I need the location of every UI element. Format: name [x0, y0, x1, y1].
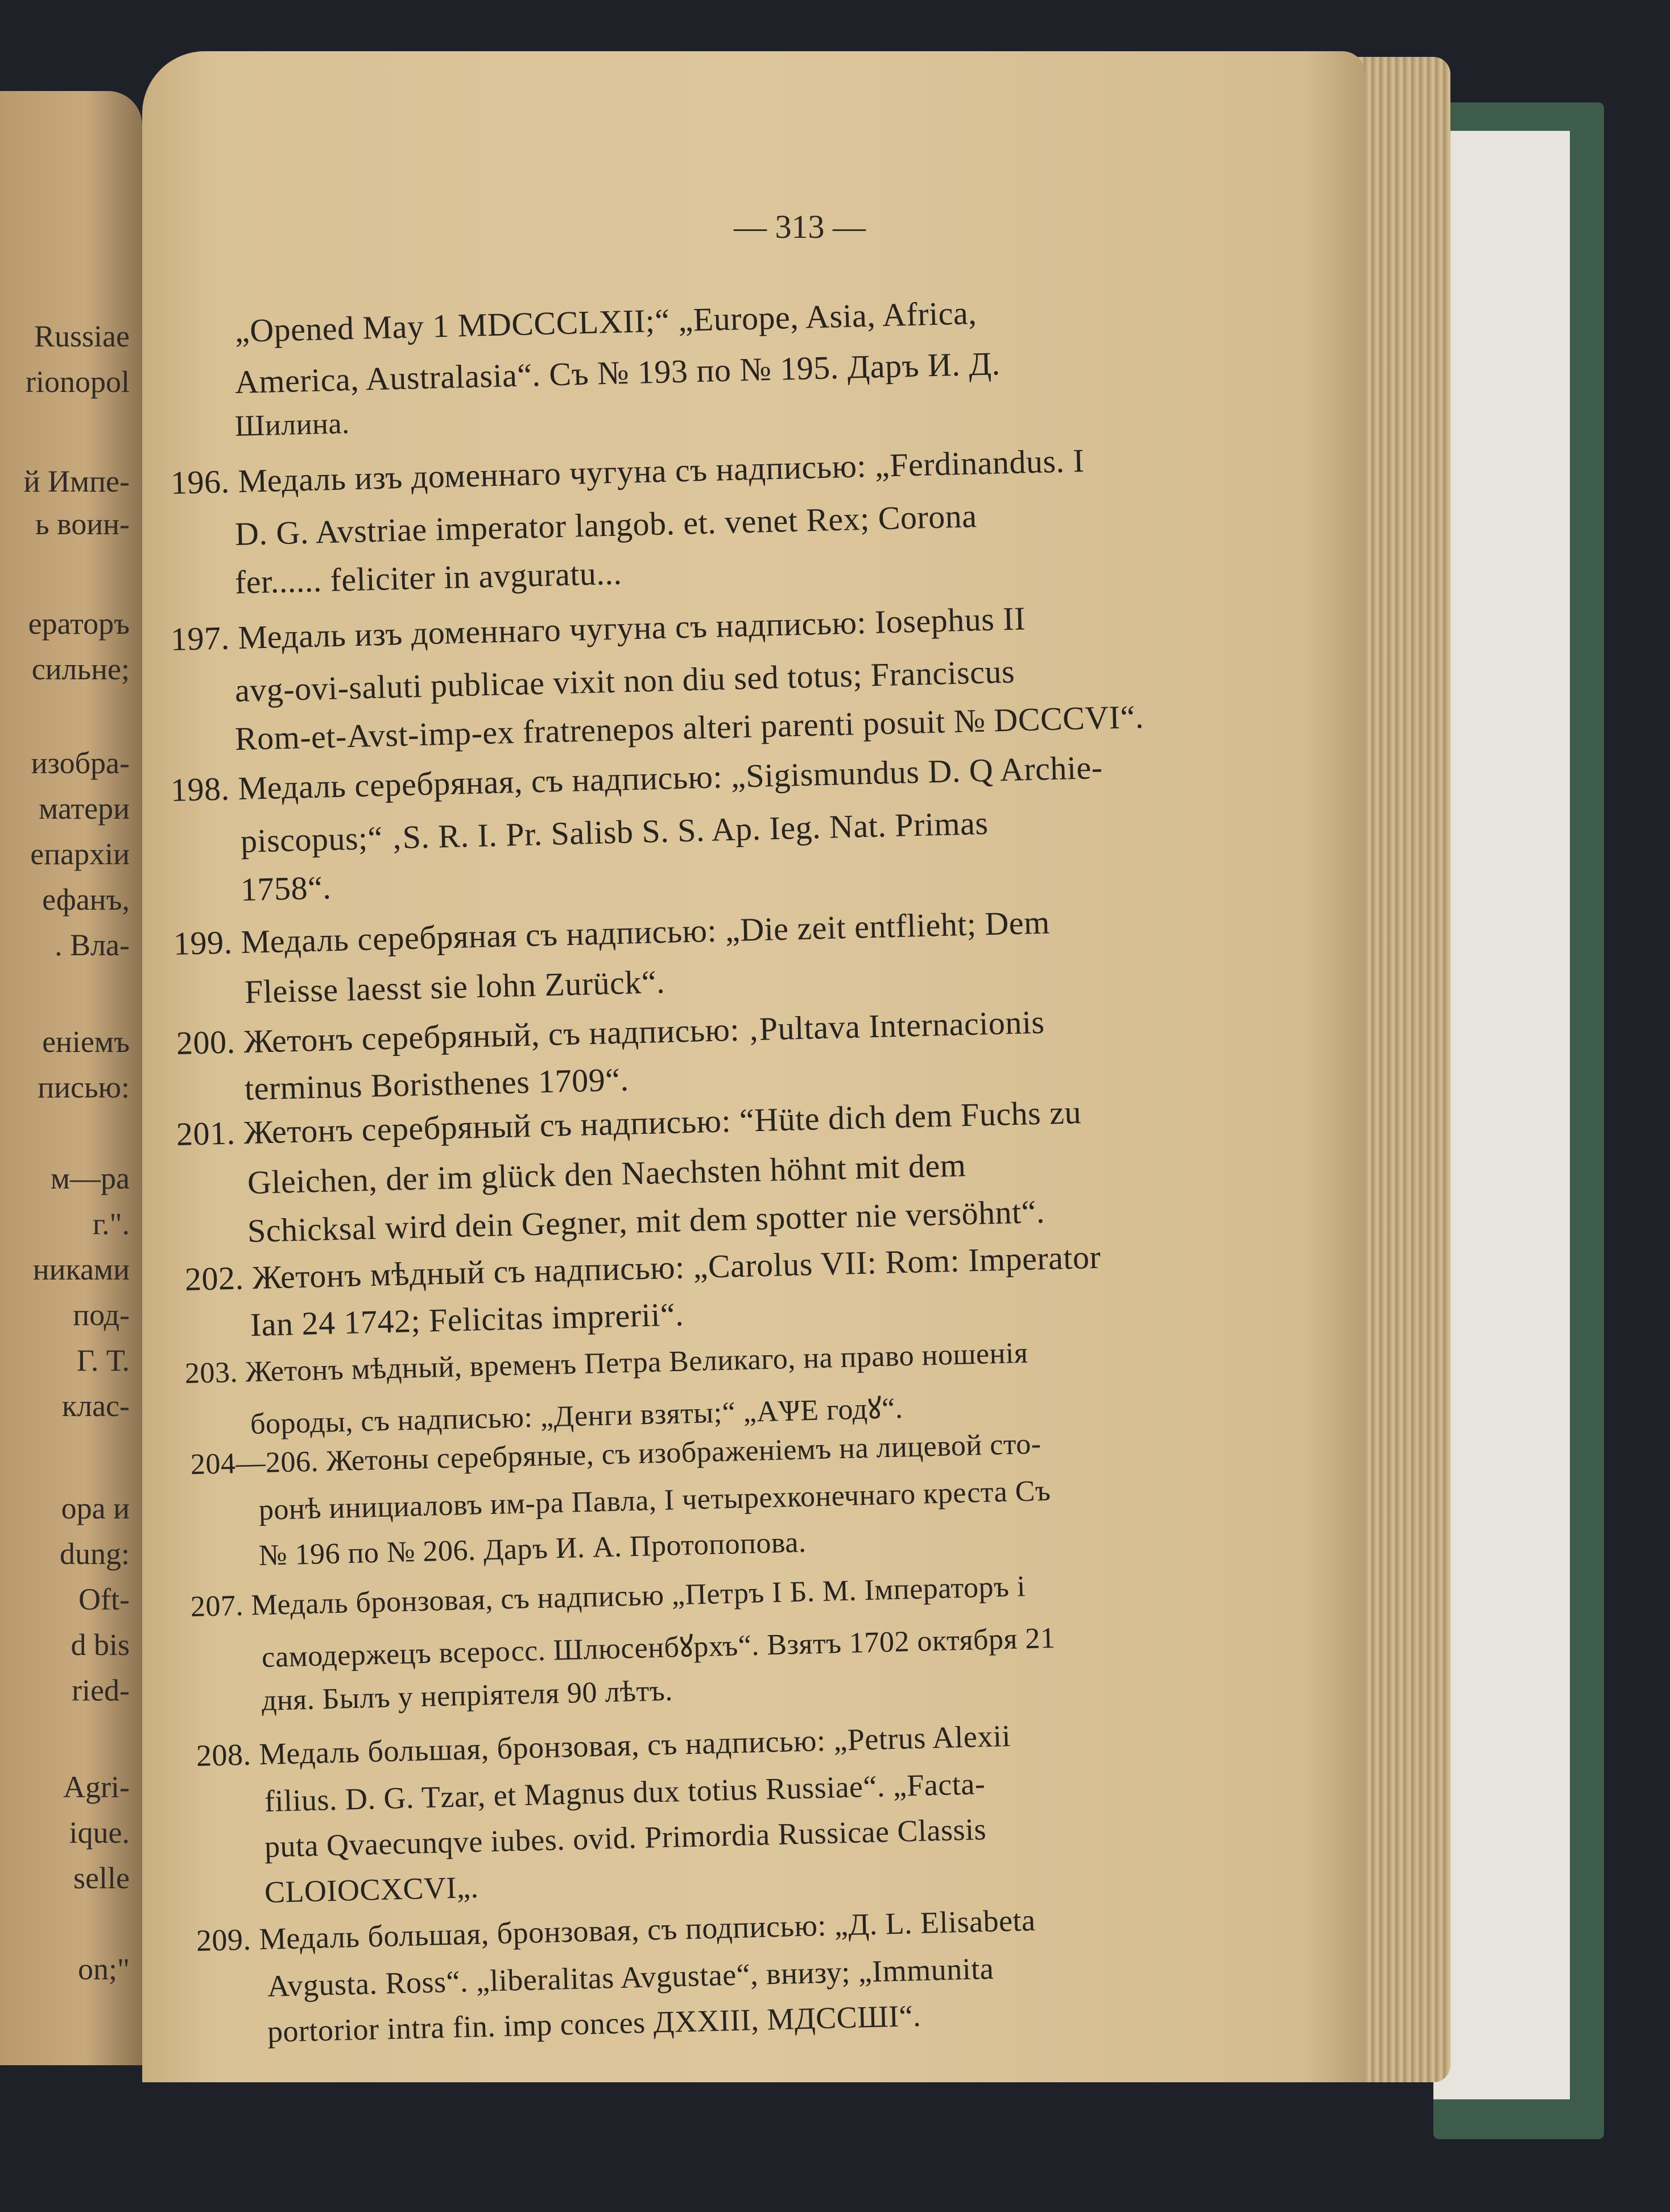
- left-fragment: г.".: [92, 1207, 130, 1241]
- paper-insert: [1433, 131, 1570, 2099]
- left-fragment: сильне;: [31, 652, 130, 686]
- left-fragment: м—ра: [50, 1161, 130, 1195]
- left-fragment: ераторъ: [28, 606, 130, 641]
- left-fragment: rionopol: [26, 365, 130, 399]
- left-fragment: ique.: [69, 1815, 130, 1850]
- text-line: D. G. Avstriae imperator langob. et. venet Rex; Corona: [234, 497, 978, 552]
- text-line: Avgusta. Ross“. „liberalitas Avgustae“, внизу; „Immunita: [267, 1951, 994, 2003]
- text-line: terminus Boristhenes 1709“.: [244, 1060, 630, 1107]
- left-fragment: Agri-: [63, 1770, 130, 1804]
- text-line: 201. Жетонъ серебряный съ надписью: “Hüte dich dem Fuchs zu: [176, 1093, 1082, 1153]
- page-number: — 313 —: [734, 208, 866, 245]
- text-line: „Opened May 1 MDCCCLXII;“ „Europe, Asia, Africa,: [234, 294, 977, 349]
- text-line: 203. Жетонъ мѣдный, временъ Петра Великаго, на право ношенія: [184, 1336, 1028, 1390]
- text-line: Gleichen, der im glück den Naechsten höhnt mit dem: [247, 1146, 967, 1201]
- text-line: 207. Медаль бронзовая, съ надписью „Петръ I Б. М. Імператоръ і: [190, 1570, 1026, 1623]
- text-line: portorior intra fin. imp conces ДХХIII, МДССШІ“.: [267, 1998, 921, 2049]
- left-fragment: on;": [77, 1952, 130, 1986]
- text-line: 208. Медаль большая, бронзовая, съ надписью: „Petrus Alexii: [196, 1719, 1011, 1773]
- text-line: № 196 по № 206. Даръ И. А. Протопопова.: [258, 1526, 807, 1572]
- left-fragment: . Вла-: [55, 928, 130, 962]
- left-fragment: матери: [39, 791, 130, 826]
- text-line: puta Qvaecunqve iubes. ovid. Primordia Russicae Classis: [264, 1811, 987, 1864]
- left-fragment: клас-: [61, 1389, 130, 1423]
- text-line: piscopus;“ ‚S. R. I. Pr. Salisb S. S. Ap. Ieg. Nat. Primas: [240, 804, 989, 860]
- left-fragment: ора и: [61, 1491, 130, 1525]
- left-fragment: Г. Т.: [76, 1343, 130, 1377]
- book-page: [142, 51, 1365, 2082]
- left-fragment: ефанъ,: [42, 882, 130, 917]
- left-fragment: епархіи: [30, 837, 130, 871]
- left-fragment: Oft-: [78, 1582, 130, 1616]
- text-line: 198. Медаль серебряная, съ надписью: „Sigismundus D. Q Archie-: [170, 748, 1103, 808]
- text-line: 204—206. Жетоны серебряные, съ изображеніемъ на лицевой сто-: [190, 1427, 1042, 1481]
- text-line: Schicksal wird dein Gegner, mit dem spotter nie versöhnt“.: [247, 1192, 1045, 1249]
- left-fragment: dung:: [59, 1537, 130, 1571]
- left-fragment: ь воин-: [35, 507, 130, 541]
- left-fragment: d bis: [71, 1628, 130, 1662]
- text-line: 197. Медаль изъ доменнаго чугуна съ надписью: Iosephus II: [170, 600, 1026, 658]
- text-line: filius. D. G. Tzar, et Magnus dux totius Russiae“. „Facta-: [264, 1767, 986, 1818]
- page-text: [142, 51, 1365, 2082]
- left-fragment: под-: [73, 1298, 130, 1332]
- text-line: Ian 24 1742; Felicitas imprerii“.: [250, 1295, 684, 1343]
- text-line: avg-ovi-saluti publicae vixit non diu sed totus; Franciscus: [234, 653, 1015, 709]
- left-fragment: ried-: [72, 1673, 130, 1707]
- text-line: CLOIOCXCVI„.: [264, 1870, 479, 1909]
- text-line: самодержецъ всеросс. Шлюсенбꙋрхъ“. Взятъ 1702 октября 21: [261, 1621, 1056, 1674]
- left-fragment: й Импе-: [23, 464, 130, 498]
- text-line: America, Australasia“. Съ № 193 по № 195. Даръ И. Д.: [234, 345, 1001, 401]
- text-line: 209. Медаль большая, бронзовая, съ подписью: „Д. L. Elisabeta: [196, 1903, 1036, 1958]
- text-line: fer...... feliciter in avguratu...: [234, 554, 623, 601]
- text-line: Rom-et-Avst-imp-ex fratrenepos alteri parenti posuit № DCCCVI“.: [234, 698, 1144, 757]
- left-fragment: изобра-: [31, 746, 130, 780]
- left-fragment: Russiae: [34, 319, 130, 353]
- text-line: 202. Жетонъ мѣдный съ надписью: „Carolus VII: Rom: Imperator: [184, 1238, 1102, 1298]
- left-fragment: selle: [73, 1861, 130, 1895]
- text-line: Шилина.: [234, 407, 350, 443]
- text-line: бороды, съ надписью: „Денги взяты;“ „АѰЕ годꙋ“.: [250, 1392, 904, 1441]
- text-line: 1758“.: [240, 869, 332, 908]
- text-line: 199. Медаль серебряная съ надписью: „Die zeit entflieht; Dem: [173, 903, 1051, 962]
- text-line: Fleisse laesst sie lohn Zurück“.: [244, 963, 665, 1010]
- text-line: 196. Медаль изъ доменнаго чугуна съ надписью: „Ferdinandus. I: [170, 441, 1085, 501]
- text-line: 200. Жетонъ серебряный, съ надписью: ‚Pultava Internacionis: [176, 1003, 1045, 1062]
- left-page-edge: [0, 91, 142, 2065]
- left-fragment: писью:: [38, 1070, 130, 1104]
- left-fragment: никами: [32, 1252, 130, 1286]
- left-fragment: еніемъ: [42, 1025, 130, 1059]
- text-line: ронѣ инициаловъ им-ра Павла, I четырехконечнаго креста Съ: [258, 1474, 1051, 1526]
- text-line: дня. Былъ у непріятеля 90 лѣтъ.: [261, 1674, 673, 1717]
